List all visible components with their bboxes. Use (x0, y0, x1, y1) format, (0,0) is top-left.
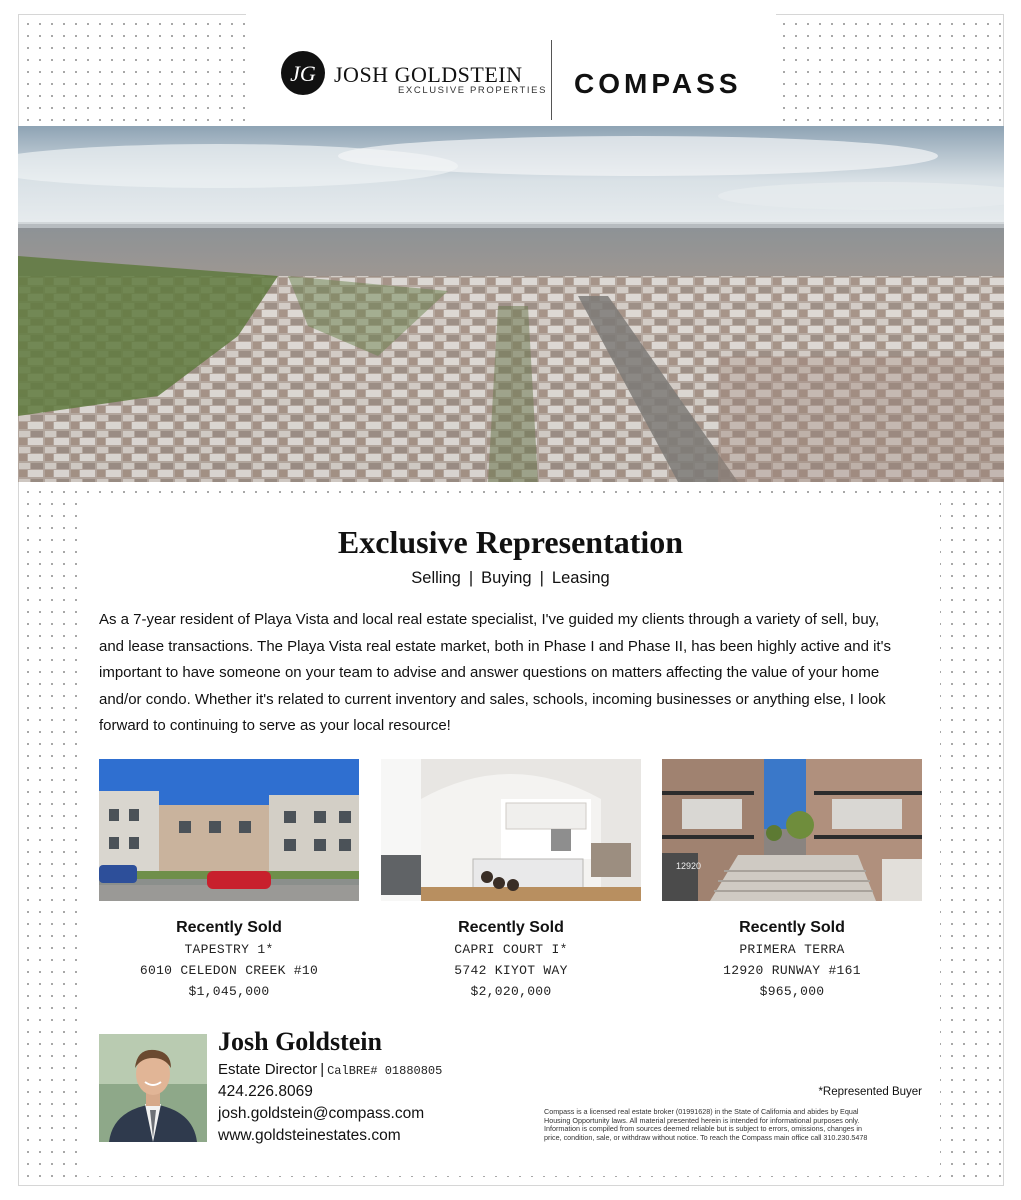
svg-text:JG: JG (290, 61, 316, 86)
intro-line: important to have someone on your team to advise and answer questions on matters affecting the value of your home (99, 664, 880, 681)
listing-status: Recently Sold (458, 919, 564, 936)
legal-disclaimer (544, 1108, 922, 1142)
agent-title: Estate Director (218, 1061, 318, 1078)
listing-name: CAPRI COURT I* (454, 942, 568, 957)
listing-card (99, 759, 359, 1002)
courtyard-entrance-photo-icon (662, 759, 922, 901)
agent-photo (99, 1034, 207, 1142)
listing-address: 5742 KIYOT WAY (454, 963, 568, 978)
agent-name: Josh Goldstein (218, 1027, 382, 1056)
agent-email[interactable]: josh.goldstein@compass.com (218, 1105, 425, 1122)
page-title: Exclusive Representation (337, 524, 684, 560)
aerial-city-photo-icon (18, 126, 1004, 482)
listing-price: $965,000 (759, 984, 825, 999)
agent-phone[interactable]: 424.226.8069 (218, 1083, 313, 1100)
agent-portrait-photo-icon (99, 1034, 207, 1142)
listing-address: 12920 RUNWAY #161 (723, 963, 861, 978)
intro-paragraph (99, 607, 929, 740)
represented-buyer-note: *Represented Buyer (818, 1086, 922, 1098)
intro-line: and/or condo. Whether it's related to current inventory and sales, schools, incoming businesses or anything else, I look (99, 690, 886, 708)
service-buying: Buying (481, 569, 532, 587)
brand-name: JOSH GOLDSTEIN (334, 62, 523, 87)
listing-address: 6010 CELEDON CREEK #10 (139, 963, 319, 978)
intro-line: and lease transactions. The Playa Vista real estate market, both in Phase I and Phase II, has been highly active and it's (99, 637, 891, 655)
service-separator: | (468, 569, 474, 587)
agent-website[interactable]: www.goldsteinestates.com (218, 1127, 401, 1144)
listing-card (662, 759, 922, 1002)
hero-aerial-photo (18, 126, 1004, 482)
disclaimer-line: Housing Opportunity laws. All material presented herein is intended for informational purposes only. (544, 1115, 860, 1125)
listing-status: Recently Sold (176, 919, 282, 936)
listing-card (381, 759, 641, 1002)
listing-status: Recently Sold (739, 919, 845, 936)
listing-name: PRIMERA TERRA (739, 942, 845, 957)
svg-text:12920: 12920 (676, 861, 702, 871)
header (246, 14, 776, 126)
listing-price: $1,045,000 (188, 984, 270, 999)
listing-price: $2,020,000 (470, 984, 552, 999)
title-separator: | (320, 1061, 325, 1078)
agent-license: CalBRE# 01880805 (327, 1064, 443, 1078)
listing-name: TAPESTRY 1* (184, 942, 274, 957)
jg-monogram-icon (280, 50, 326, 96)
services-list (0, 569, 1021, 588)
header-divider (551, 40, 552, 120)
service-separator: | (539, 569, 544, 587)
compass-logo: COMPASS (574, 68, 742, 99)
disclaimer-line: Compass is a licensed real estate broker (01991628) in the State of California and abides by Equal (544, 1107, 859, 1116)
intro-line: As a 7-year resident of Playa Vista and local real estate specialist, I've guided my clients through a variety of sell, buy, (99, 611, 880, 628)
intro-line: forward to continuing to serve as your local resource! (99, 717, 451, 734)
kitchen-interior-photo-icon (381, 759, 641, 901)
service-leasing: Leasing (551, 569, 610, 587)
brand-tagline: EXCLUSIVE PROPERTIES (398, 85, 548, 96)
agent-title-line (218, 1061, 442, 1078)
service-selling: Selling (411, 569, 461, 587)
townhouse-exterior-photo-icon (99, 759, 359, 901)
disclaimer-line: price, condition, sale, or withdraw without notice. To reach the Compass main office call 310.230.5478 (544, 1132, 868, 1142)
disclaimer-line: Information is compiled from sources deemed reliable but is subject to errors, omissions, changes in (544, 1124, 862, 1134)
